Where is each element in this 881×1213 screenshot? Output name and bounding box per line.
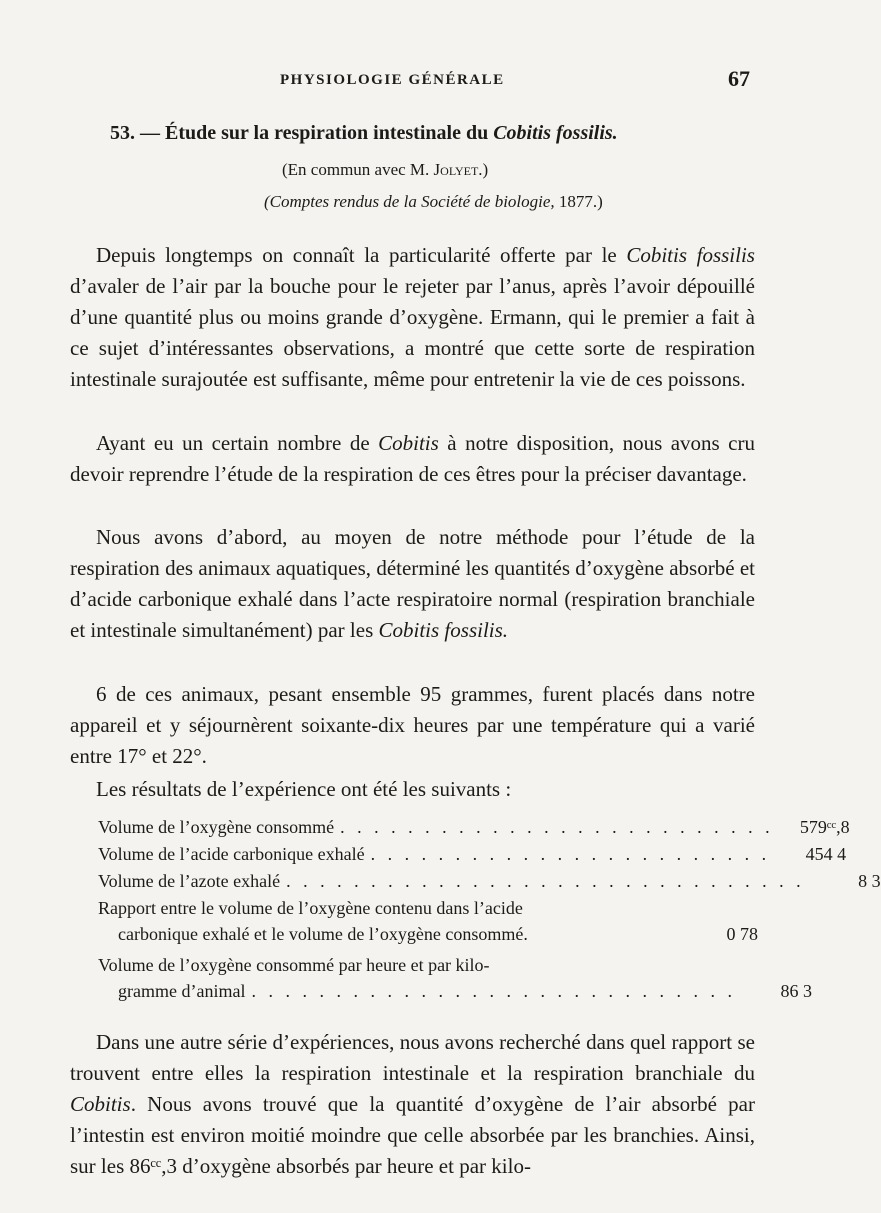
leader-dots: . . . . . . . . . . . . . . . . . . . . . . . . . . . . . . . (286, 871, 805, 891)
result-label: Volume de l’oxygène consommé (98, 817, 335, 837)
result-label: gramme d’animal (118, 981, 246, 1001)
result-value: 579ᶜᶜ,8 (799, 817, 850, 837)
p1-text-b: d’avaler de l’air par la bouche pour le rejeter par l’anus, après l’avoir dépouillé d’une quantité plus ou moins grande d’oxygène. Ermann, qui le premier a fait à ce sujet d’intéressantes observations, a montré que cette sorte de respiration intestinale surajoutée est suffisante, même pour entretenir la vie de ces poissons. (70, 274, 755, 391)
p3-text-a: Nous avons d’abord, au moyen de notre méthode pour l’étude de la respiration des animaux aquatiques, déterminé les quantités d’oxygène absorbé et d’acide carbonique exhalé dans l’acte respiratoire normal (respiration branchiale et intestinale simultanément) par les (70, 525, 755, 642)
source-reference (264, 192, 603, 212)
result-value: 0 78 (726, 924, 758, 944)
p3-species: Cobitis fossilis. (378, 618, 509, 642)
p6-species: Cobitis (70, 1092, 131, 1116)
paragraph-5 (70, 774, 755, 810)
p2-text-b: à notre disposition, nous avons cru devoir reprendre l’étude de la respiration de ces êtres pour la préciser davantage. (70, 431, 755, 486)
article-title-text: 53. — Étude sur la respiration intestinale du (110, 122, 494, 144)
source-title: (Comptes rendus de la Société de biologie, (264, 192, 559, 211)
result-row (98, 871, 881, 898)
source-year: 1877.) (558, 192, 603, 211)
p1-species: Cobitis fossilis (626, 243, 755, 267)
leader-dots: . . . . . . . . . . . . . . . . . . . . . . . . . . . . . (251, 981, 736, 1001)
p2-species: Cobitis (378, 431, 439, 455)
result-value: 86 3 (780, 981, 812, 1001)
collab-suffix: ) (482, 160, 489, 179)
p5-text: Les résultats de l’expérience ont été les suivants : (96, 777, 512, 801)
result-label-line1: Rapport entre le volume de l’oxygène contenu dans l’acide (98, 898, 523, 918)
result-row (98, 817, 850, 844)
p6-text-a: Dans une autre série d’expériences, nous avons recherché dans quel rapport se trouvent entre elles la respiration intestinale et la respiration branchiale du (70, 1030, 755, 1085)
paragraph-6 (70, 1027, 755, 1187)
results-table (98, 817, 881, 1008)
article-title-species: Cobitis fossilis. (493, 122, 618, 144)
result-label: Volume de l’acide carbonique exhalé (98, 844, 365, 864)
collaboration-note (282, 160, 488, 180)
result-multiline (98, 898, 758, 951)
running-title: PHYSIOLOGIE GÉNÉRALE (280, 72, 505, 88)
page-number: 67 (728, 66, 750, 91)
result-row (98, 981, 812, 1008)
paragraph-1 (70, 240, 755, 400)
result-row (98, 924, 758, 951)
leader-dots: . . . . . . . . . . . . . . . . . . . . . . . . (370, 844, 771, 864)
result-multiline (98, 955, 812, 1008)
leader-dots: . . . . . . . . . . . . . . . . . . . . . . . . . . (340, 817, 774, 837)
paragraph-3 (70, 522, 755, 651)
p4-text: 6 de ces animaux, pesant ensemble 95 grammes, furent placés dans notre appareil et y séjournèrent soixante-dix heures par une température qui a varié entre 17° et 22°. (70, 682, 755, 768)
article-title (110, 122, 618, 145)
paragraph-2 (70, 428, 755, 495)
p6-text-b: . Nous avons trouvé que la quantité d’oxygène de l’air absorbé par l’intestin est environ moitié moindre que celle absorbée par les branchies. Ainsi, sur les 86ᶜᶜ,3 d’oxygène absorbés par heure et par kilo- (70, 1092, 755, 1178)
result-row (98, 844, 847, 871)
result-label-line1: Volume de l’oxygène consommé par heure et par kilo- (98, 955, 490, 975)
result-value: 8 3 (858, 871, 881, 891)
collab-name: Jolyet. (433, 160, 483, 179)
p2-text-a: Ayant eu un certain nombre de (96, 431, 379, 455)
collab-prefix: (En commun avec M. (282, 160, 434, 179)
p1-text-a: Depuis longtemps on connaît la particularité offerte par le (96, 243, 627, 267)
result-label: carbonique exhalé et le volume de l’oxygène consommé. (118, 924, 528, 944)
result-value: 454 4 (805, 844, 847, 864)
result-label: Volume de l’azote exhalé (98, 871, 281, 891)
paragraph-4 (70, 679, 755, 777)
